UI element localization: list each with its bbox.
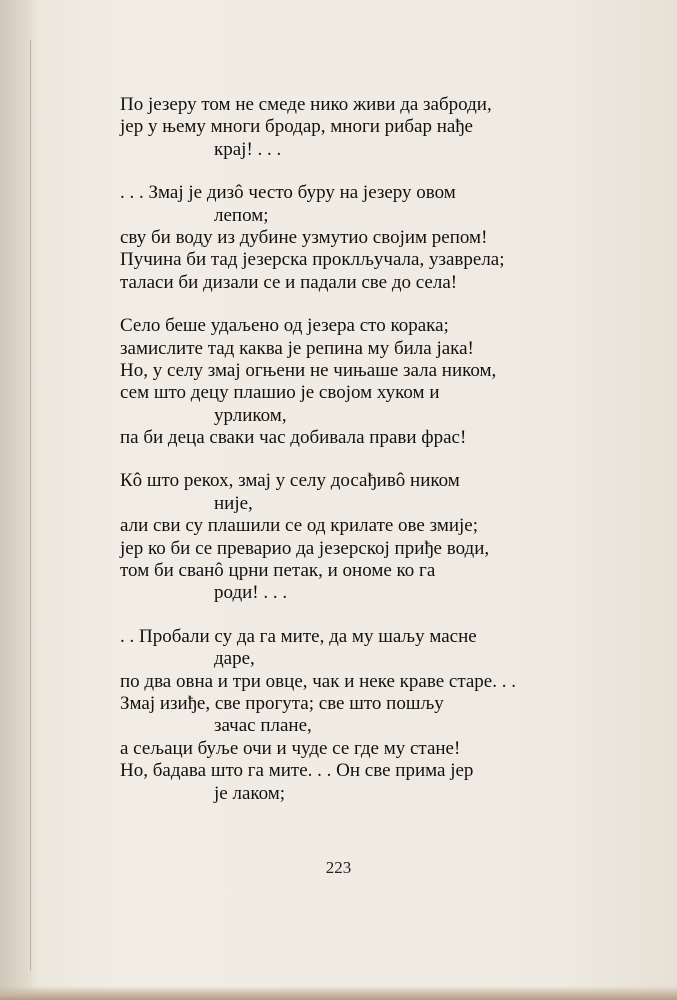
poem-line: Кô што рекох, змај у селу досађивô ником	[120, 470, 460, 492]
poem-line-continuation: је лаком;	[214, 782, 286, 804]
poem-line: по два овна и три овце, чак и неке краве старе. . .	[120, 670, 516, 692]
poem-line: па би деца сваки час добивала прави фрас!	[120, 427, 467, 449]
stanza-gap	[120, 605, 665, 626]
stanza-gap	[120, 294, 665, 315]
page-number: 223	[325, 858, 352, 877]
poem-line: јер у њему многи бродар, многи рибар нађе	[120, 116, 473, 138]
poem-line: Село беше удаљено од језера сто корака;	[120, 315, 449, 337]
stanza-gap	[120, 161, 665, 182]
poem-line: сем што децу плашио је својом хуком и	[120, 382, 440, 404]
poem-line-continuation: није,	[214, 492, 253, 514]
poem-line: али сви су плашили се од крилате ове змије;	[120, 515, 479, 537]
stanza	[120, 94, 665, 161]
stanza-gap	[120, 449, 665, 470]
poem-line-continuation: роди! . . .	[214, 582, 288, 604]
poem-line: јер ко би се преварио да језерској приђе води,	[120, 537, 490, 559]
poem-line: Змај изиђе, све прогута; све што пошљу	[120, 692, 444, 714]
stanza	[120, 315, 665, 449]
poem-line: Но, у селу змај огњени не чињаше зала ником,	[120, 359, 497, 381]
poem-line-continuation: лепом;	[214, 204, 269, 226]
page-gutter	[0, 0, 34, 1000]
poem-line: замислите тад каква је репина му била јака!	[120, 337, 474, 359]
poem-line-continuation: крај! . . .	[214, 138, 282, 160]
poem-text	[120, 94, 665, 805]
stanza	[120, 470, 665, 604]
poem-line: Но, бадава што га мите. . . Он све прима јер	[120, 760, 474, 782]
binding-line	[30, 40, 31, 970]
page-bottom-edge	[0, 986, 677, 1000]
stanza	[120, 626, 665, 805]
poem-line: . . . Змај је дизô често буру на језеру овом	[120, 182, 456, 204]
poem-line-continuation: зачас плане,	[214, 715, 312, 737]
poem-line-continuation: даре,	[214, 648, 255, 670]
stanza	[120, 182, 665, 294]
poem-line: а сељаци буље очи и чуде се где му стане!	[120, 737, 461, 759]
poem-line: По језеру том не смеде нико живи да заброди,	[120, 94, 492, 115]
poem-line-continuation: урликом,	[214, 404, 287, 426]
poem-line: том би сванô црни петак, и ономе ко га	[120, 560, 436, 582]
poem-line: сву би воду из дубине узмутио својим репом!	[120, 226, 488, 248]
poem-line: таласи би дизали се и падали све до села!	[120, 271, 458, 293]
poem-line: . . Пробали су да га мите, да му шаљу масне	[120, 625, 477, 647]
poem-line: Пучина би тад језерска проклључала, узаврела;	[120, 249, 505, 271]
